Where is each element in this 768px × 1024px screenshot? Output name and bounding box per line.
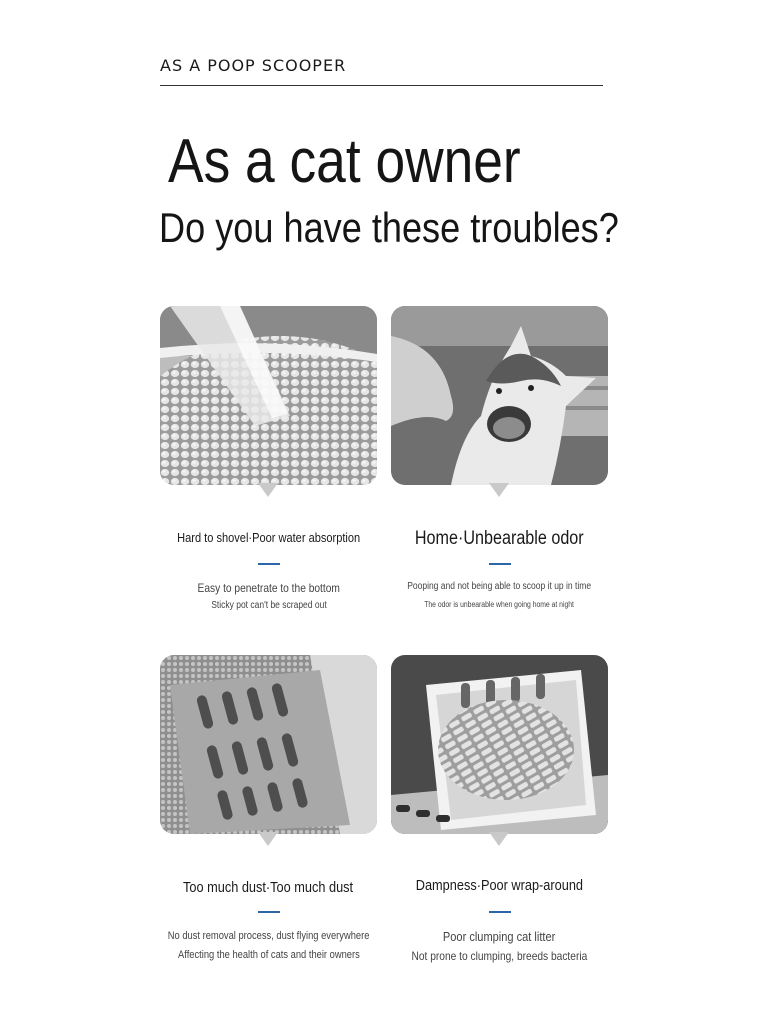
section-divider <box>160 85 603 86</box>
accent-divider <box>489 563 511 565</box>
card-description-primary-text: Easy to penetrate to the bottom <box>197 581 340 595</box>
cat-yowling-photo <box>391 306 608 485</box>
card-description-secondary-text: The odor is unbearable when going home at night <box>424 600 575 609</box>
litter-scoop-pellets-photo <box>160 306 377 485</box>
callout-pointer <box>258 483 278 497</box>
card-description-secondary-text: Affecting the health of cats and their owners <box>177 949 360 961</box>
trouble-card-hard-to-shovel <box>160 306 377 611</box>
accent-divider <box>489 911 511 913</box>
card-description-primary-text: Pooping and not being able to scoop it up in time <box>407 581 592 592</box>
section-label: AS A POOP SCOOPER <box>160 56 347 75</box>
card-description-secondary-text: Not prone to clumping, breeds bacteria <box>411 949 588 963</box>
card-description-secondary <box>371 600 628 609</box>
headline-primary: As a cat owner <box>168 127 521 196</box>
scoop-tofu-litter-photo <box>391 655 608 834</box>
card-description-primary <box>140 581 397 595</box>
callout-pointer <box>489 832 509 846</box>
accent-divider <box>258 563 280 565</box>
trouble-card-odor <box>391 306 608 609</box>
card-description-primary <box>371 929 628 944</box>
card-title <box>391 877 608 894</box>
trouble-card-dust <box>160 655 377 961</box>
card-title <box>160 879 377 896</box>
callout-pointer <box>489 483 509 497</box>
card-title-text: Too much dust·Too much dust <box>183 879 354 896</box>
card-title <box>391 528 608 550</box>
slotted-scoop-litter-photo <box>160 655 377 834</box>
card-description-secondary <box>140 949 397 961</box>
card-description-primary-text: Poor clumping cat litter <box>443 929 556 944</box>
accent-divider <box>258 911 280 913</box>
card-description-secondary <box>371 949 628 963</box>
card-title-text: Hard to shovel·Poor water absorption <box>176 530 361 545</box>
card-title-text: Home·Unbearable odor <box>415 528 584 549</box>
headline-secondary: Do you have these troubles? <box>159 204 619 251</box>
card-description-primary <box>140 930 397 942</box>
card-description-secondary <box>140 600 397 611</box>
card-description-primary-text: No dust removal process, dust flying everywhere <box>167 930 370 942</box>
card-description-primary <box>371 581 628 592</box>
card-description-secondary-text: Sticky pot can't be scraped out <box>210 600 327 611</box>
card-title-text: Dampness·Poor wrap-around <box>415 877 584 894</box>
trouble-card-dampness <box>391 655 608 963</box>
callout-pointer <box>258 832 278 846</box>
card-title <box>160 530 377 545</box>
